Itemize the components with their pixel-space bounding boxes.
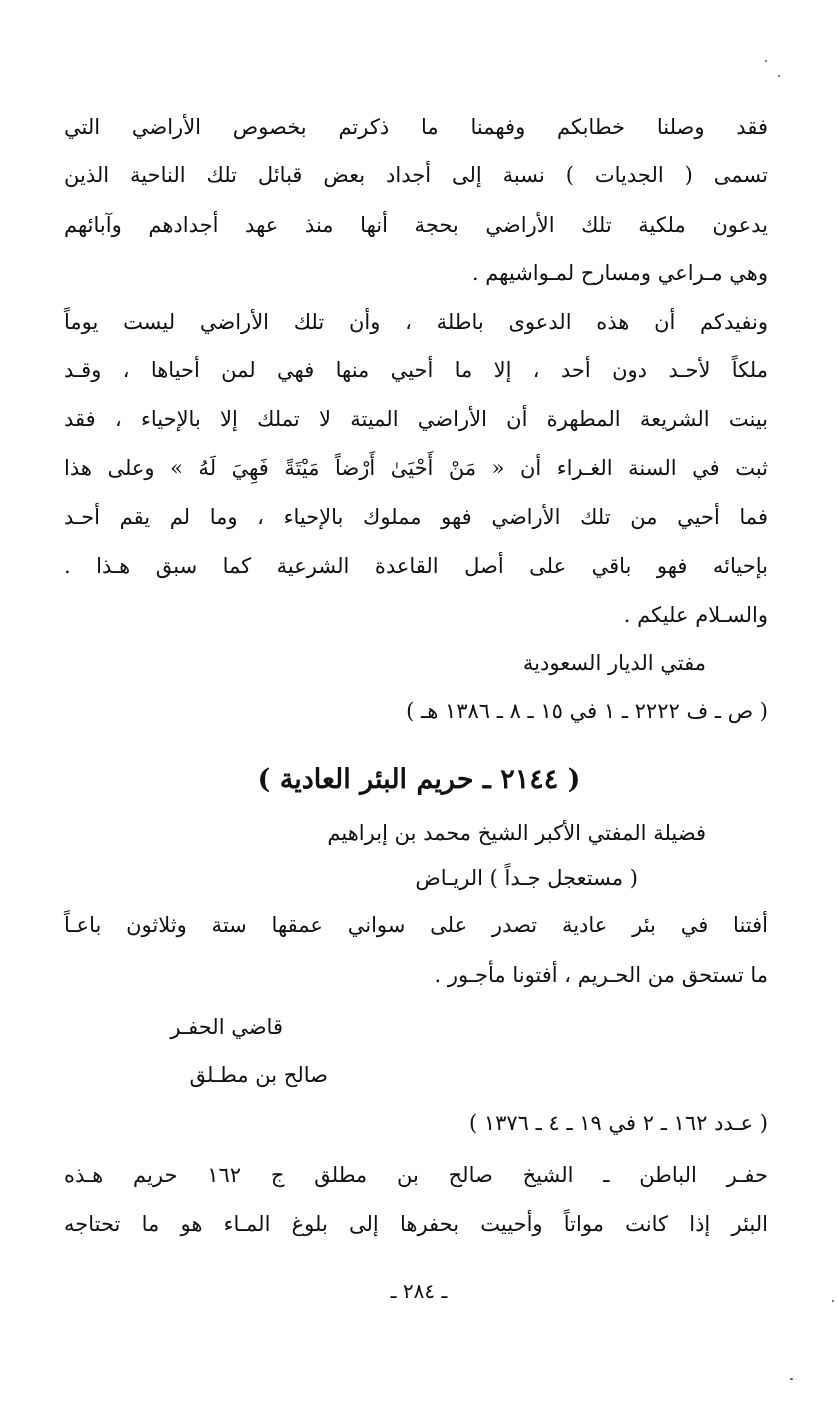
section-heading: ( ٢١٤٤ ـ حريم البئر العادية ) — [257, 764, 581, 795]
text-line-7: بينت الشريعة المطهرة أن الأراضي الميتة لا تملك إلا بالإحياء ، فقد — [64, 407, 768, 431]
urgency-line: ( مستعجل جـداً ) الريـاض — [415, 866, 638, 890]
scan-speck — [790, 1378, 793, 1380]
reference-number-1: ( ص ـ ف ٢٢٢٢ ـ ١ في ١٥ ـ ٨ ـ ١٣٨٦ هـ ) — [406, 699, 768, 723]
text-line-2: تسمى ( الجديات ) نسبة إلى أجداد بعض قبائل تلك الناحية الذين — [64, 163, 768, 187]
text-line-1: فقد وصلنا خطابكم وفهمنا ما ذكرتم بخصوص الأراضي التي — [64, 115, 768, 139]
sender-name: صالح بن مطـلق — [189, 1063, 328, 1087]
text-line-9: فما أحيي من تلك الأراضي فهو مملوك بالإحياء ، وما لم يقم أحـد — [64, 505, 768, 529]
page-number: ـ ٢٨٤ ـ — [390, 1279, 448, 1303]
text-line-5: ونفيدكم أن هذه الدعوى باطلة ، وأن تلك الأراضي ليست يوماً — [64, 310, 768, 334]
answer-line-1: حفـر الباطن ـ الشيخ صالح بن مطلق ج ١٦٢ حريم هـذه — [64, 1163, 769, 1187]
scan-speck — [765, 60, 767, 62]
reference-number-2: ( عـدد ١٦٢ ـ ٢ في ١٩ ـ ٤ ـ ١٣٧٦ ) — [468, 1111, 768, 1135]
text-line-11: والسـلام عليكم . — [623, 603, 768, 627]
text-line-4: وهي مـراعي ومسارح لمـواشيهم . — [471, 261, 768, 285]
sender-title: قاضي الحفـر — [170, 1015, 283, 1039]
scan-speck — [832, 1300, 834, 1302]
answer-line-2: البئر إذا كانت مواتاً وأحييت بحفرها إلى بلوغ المـاء هو ما تحتاجه — [64, 1212, 768, 1236]
addressee-line: فضيلة المفتي الأكبر الشيخ محمد بن إبراهيم — [327, 821, 706, 845]
question-line-1: أفتنا في بئر عادية تصدر على سواني عمقها ستة وثلاثون باعـاً — [64, 913, 768, 937]
signature-mufti: مفتي الديار السعودية — [522, 651, 706, 675]
text-line-3: يدعون ملكية تلك الأراضي بحجة أنها منذ عهد أجدادهم وآبائهم — [64, 213, 768, 237]
question-line-2: ما تستحق من الحـريم ، أفتونا مأجـور . — [434, 963, 768, 987]
text-line-10: بإحيائه فهو باقي على أصل القاعدة الشرعية كما سبق هـذا . — [64, 554, 768, 578]
scan-speck — [778, 75, 780, 77]
text-line-8: ثبت في السنة الغـراء أن « مَنْ أَحْيَىٰ أَرْضاً مَيْتَةً فَهِيَ لَهُ » وعلى هذا — [64, 456, 768, 480]
text-line-6: ملكاً لأحـد دون أحد ، إلا ما أحيي منها فهي لمن أحياها ، وقـد — [64, 358, 768, 382]
